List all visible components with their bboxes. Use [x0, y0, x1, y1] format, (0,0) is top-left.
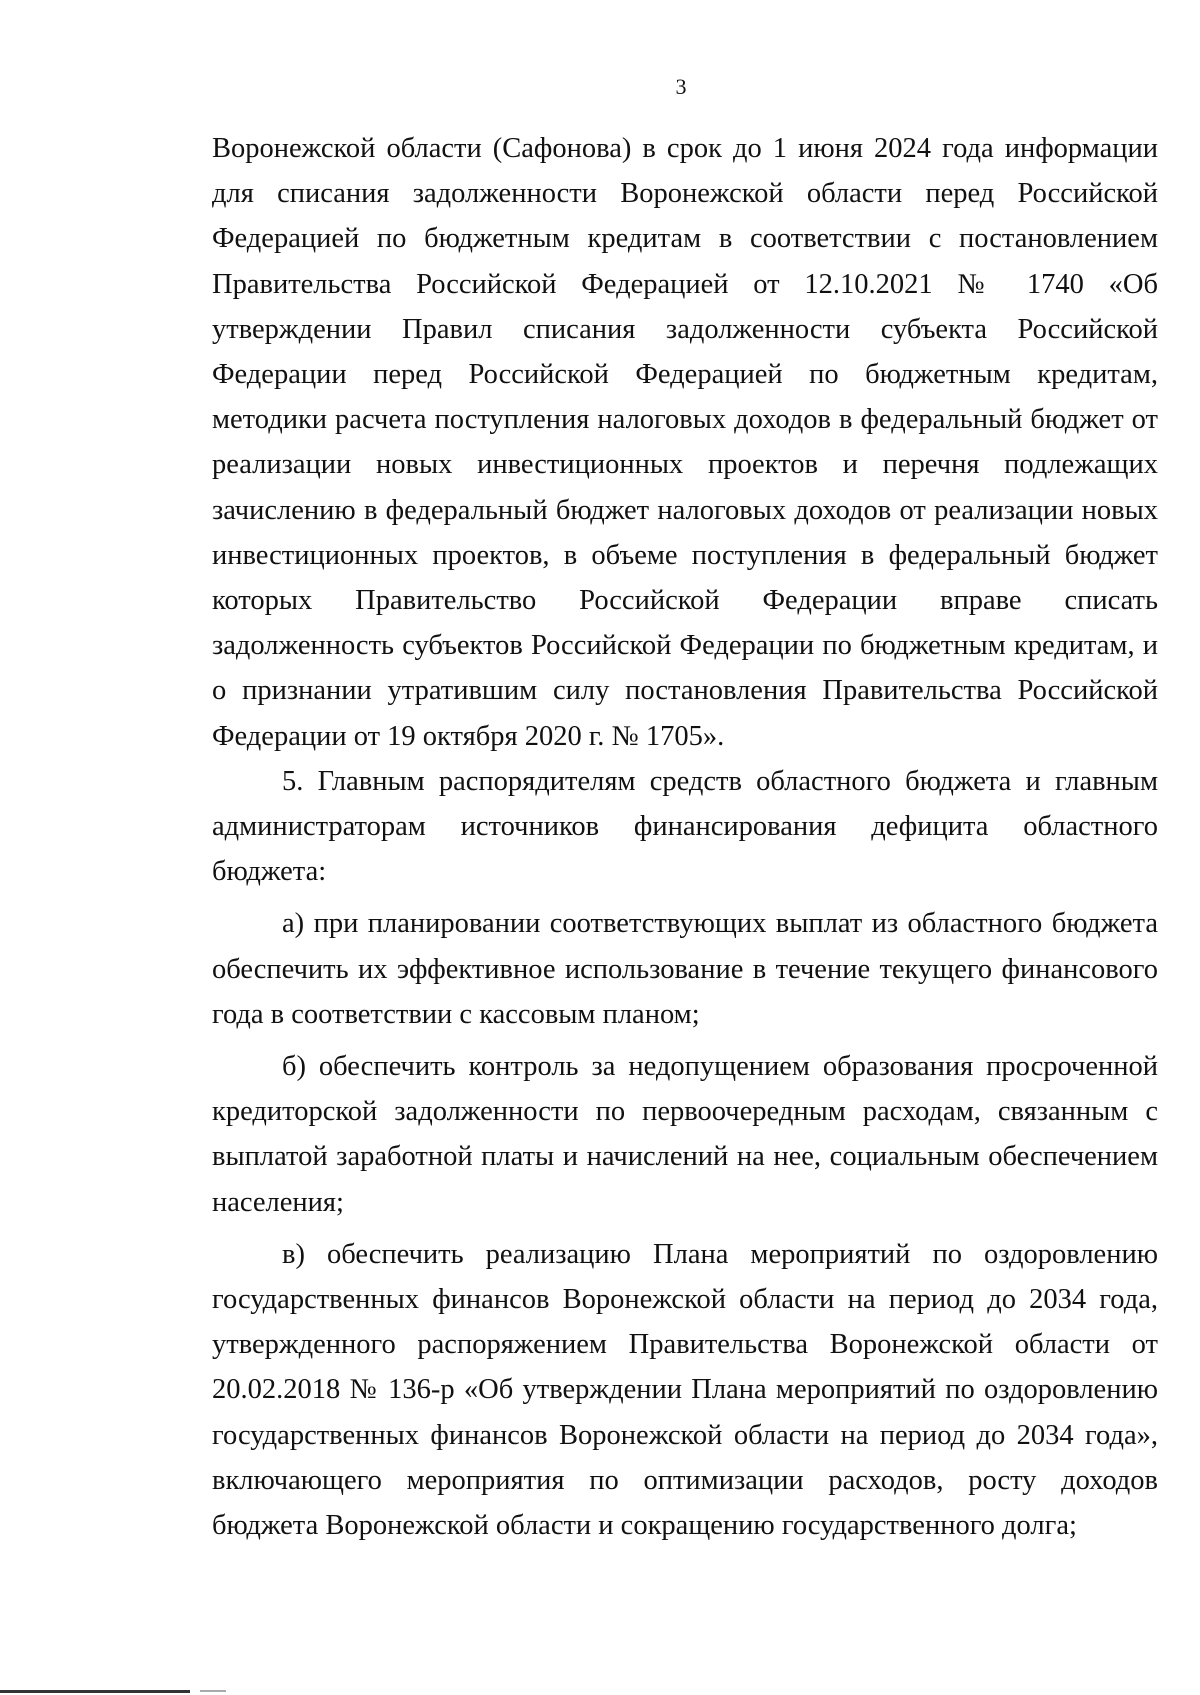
text-line: Федерации перед Российской Федерацией по бюджетным кредитам,	[212, 359, 1158, 391]
paragraph-subitem-a	[212, 901, 1158, 1037]
paragraph-continuation	[212, 126, 1158, 759]
scan-edge-mark	[200, 1690, 226, 1692]
text-line: Федерацией по бюджетным кредитам в соответствии с постановлением	[212, 223, 1158, 255]
text-line: выплатой заработной платы и начислений на нее, социальным обеспечением	[212, 1141, 1158, 1173]
scan-edge-line	[0, 1690, 190, 1693]
text-line: Правительства Российской Федерацией от 12.10.2021 № 1740 «Об	[212, 268, 1158, 300]
text-line: реализации новых инвестиционных проектов и перечня подлежащих	[212, 449, 1158, 481]
text-line: задолженность субъектов Российской Федерации по бюджетным кредитам, и	[212, 630, 1158, 662]
document-body	[212, 126, 1158, 1548]
text-line: кредиторской задолженности по первоочередным расходам, связанным с	[212, 1096, 1158, 1128]
text-line: инвестиционных проектов, в объеме поступления в федеральный бюджет	[212, 539, 1158, 571]
text-line: администраторам источников финансирования дефицита областного	[212, 811, 1158, 843]
text-line: для списания задолженности Воронежской области перед Российской	[212, 178, 1158, 210]
text-line: обеспечить их эффективное использование в течение текущего финансового	[212, 953, 1158, 985]
text-line: утверждении Правил списания задолженности субъекта Российской	[212, 313, 1158, 345]
text-line: государственных финансов Воронежской области на период до 2034 года»,	[212, 1419, 1158, 1451]
text-line: утвержденного распоряжением Правительства Воронежской области от	[212, 1329, 1158, 1361]
text-line: которых Правительство Российской Федерации вправе списать	[212, 585, 1158, 617]
text-line: зачислению в федеральный бюджет налоговых доходов от реализации новых	[212, 494, 1158, 526]
text-line: 5. Главным распорядителям средств областного бюджета и главным	[282, 765, 1158, 797]
text-line: бюджета:	[212, 856, 327, 888]
text-line: включающего мероприятия по оптимизации расходов, росту доходов	[212, 1464, 1158, 1496]
text-line: о признании утратившим силу постановления Правительства Российской	[212, 675, 1158, 707]
paragraph-subitem-v	[212, 1232, 1158, 1548]
text-line: бюджета Воронежской области и сокращению государственного долга;	[212, 1510, 1077, 1542]
text-line: а) при планировании соответствующих выплат из областного бюджета	[282, 908, 1158, 940]
text-line: населения;	[212, 1186, 344, 1218]
text-line: методики расчета поступления налоговых доходов в федеральный бюджет от	[212, 404, 1158, 436]
text-line: года в соответствии с кассовым планом;	[212, 998, 700, 1030]
text-line: государственных финансов Воронежской области на период до 2034 года,	[212, 1284, 1158, 1316]
text-line: в) обеспечить реализацию Плана мероприятий по оздоровлению	[282, 1238, 1158, 1270]
text-line: 20.02.2018 № 136-р «Об утверждении Плана мероприятий по оздоровлению	[212, 1374, 1158, 1406]
text-line: б) обеспечить контроль за недопущением образования просроченной	[282, 1051, 1158, 1083]
paragraph-item-5	[212, 759, 1158, 895]
text-line: Воронежской области (Сафонова) в срок до 1 июня 2024 года информации	[212, 133, 1158, 164]
text-line: Федерации от 19 октября 2020 г. № 1705».	[212, 720, 725, 752]
page-number: 3	[675, 74, 687, 99]
paragraph-subitem-b	[212, 1044, 1158, 1225]
